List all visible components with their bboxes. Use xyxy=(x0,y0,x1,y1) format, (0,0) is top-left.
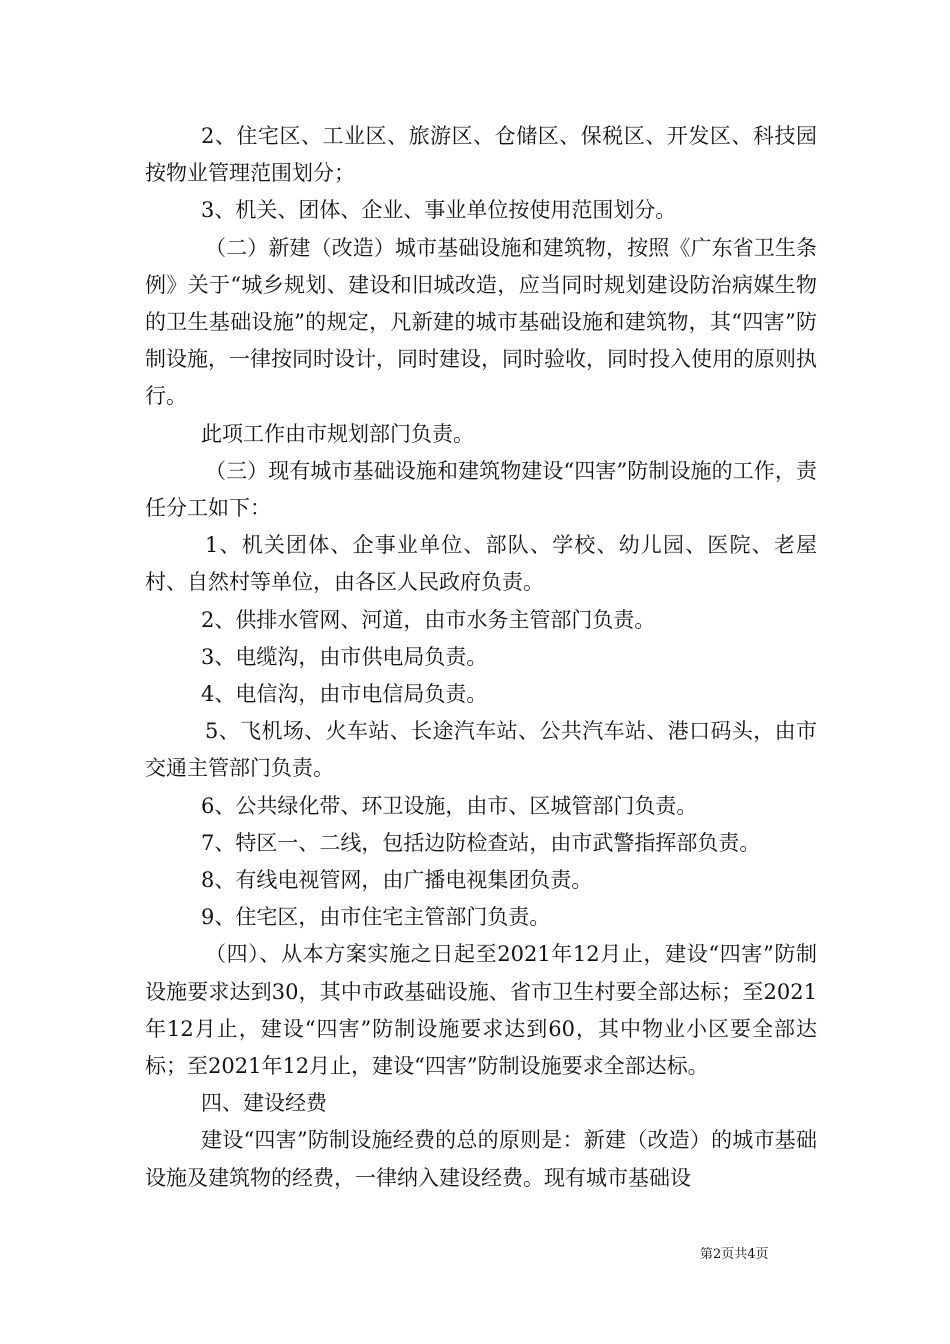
paragraph-item-3-institutions: 3、机关、团体、企业、事业单位按使用范围划分。 xyxy=(201,198,677,223)
paragraph-duty-5: 5、飞机场、火车站、长途汽车站、公共汽车站、港口码头，由市交通主管部门负责。 xyxy=(145,719,817,781)
paragraph-duty-2: 2、供排水管网、河道，由市水务主管部门负责。 xyxy=(201,607,656,632)
paragraph-duty-8: 8、有线电视管网，由广播电视集团负责。 xyxy=(201,868,593,893)
paragraph-duty-3: 3、电缆沟，由市供电局负责。 xyxy=(201,644,488,669)
paragraph-duty-7: 7、特区一、二线，包括边防检查站，由市武警指挥部负责。 xyxy=(201,830,761,855)
paragraph-section-3-existing-facilities: （三）现有城市基础设施和建筑物建设“四害”防制设施的工作，责任分工如下： xyxy=(145,458,817,521)
paragraph-section-2-new-construction: （二）新建（改造）城市基础设施和建筑物，按照《广东省卫生条例》关于“城乡规划、建设和旧城改造，应当同时规划建设防治病媒生物的卫生基础设施”的规定，凡新建的城市基础设施和建筑物，其“四害”防制设施，一律按同时设计，同时建设，同时验收，同时投入使用的原则执行。 xyxy=(145,235,817,409)
paragraph-duty-4: 4、电信沟，由市电信局负责。 xyxy=(201,682,488,707)
paragraph-duty-6: 6、公共绿化带、环卫设施，由市、区城管部门负责。 xyxy=(201,793,698,818)
paragraph-section-4-targets: （四）、从本方案实施之日起至2021年12月止，建设“四害”防制设施要求达到30，其中市政基础设施、省市卫生村要全部达标；至2021年12月止，建设“四害”防制设施要求达到60，其中物业小区要全部达标；至2021年12月止，建设“四害”防制设施要求全部达标。 xyxy=(145,942,817,1079)
paragraph-duty-9: 9、住宅区，由市住宅主管部门负责。 xyxy=(201,905,551,930)
document-body xyxy=(145,118,817,1197)
paragraph-planning-responsibility: 此项工作由市规划部门负责。 xyxy=(201,421,474,446)
section-heading-construction-funding: 四、建设经费 xyxy=(201,1091,327,1116)
page-number-footer: 第2页共4页 xyxy=(700,1247,769,1262)
paragraph-funding-principle: 建设“四害”防制设施经费的总的原则是：新建（改造）的城市基础设施及建筑物的经费，一律纳入建设经费。现有城市基础设 xyxy=(145,1128,817,1190)
paragraph-item-2-residential: 2、住宅区、工业区、旅游区、仓储区、保税区、开发区、科技园按物业管理范围划分； xyxy=(145,124,817,186)
paragraph-duty-1: 1、机关团体、企事业单位、部队、学校、幼儿园、医院、老屋村、自然村等单位，由各区人民政府负责。 xyxy=(145,533,817,595)
